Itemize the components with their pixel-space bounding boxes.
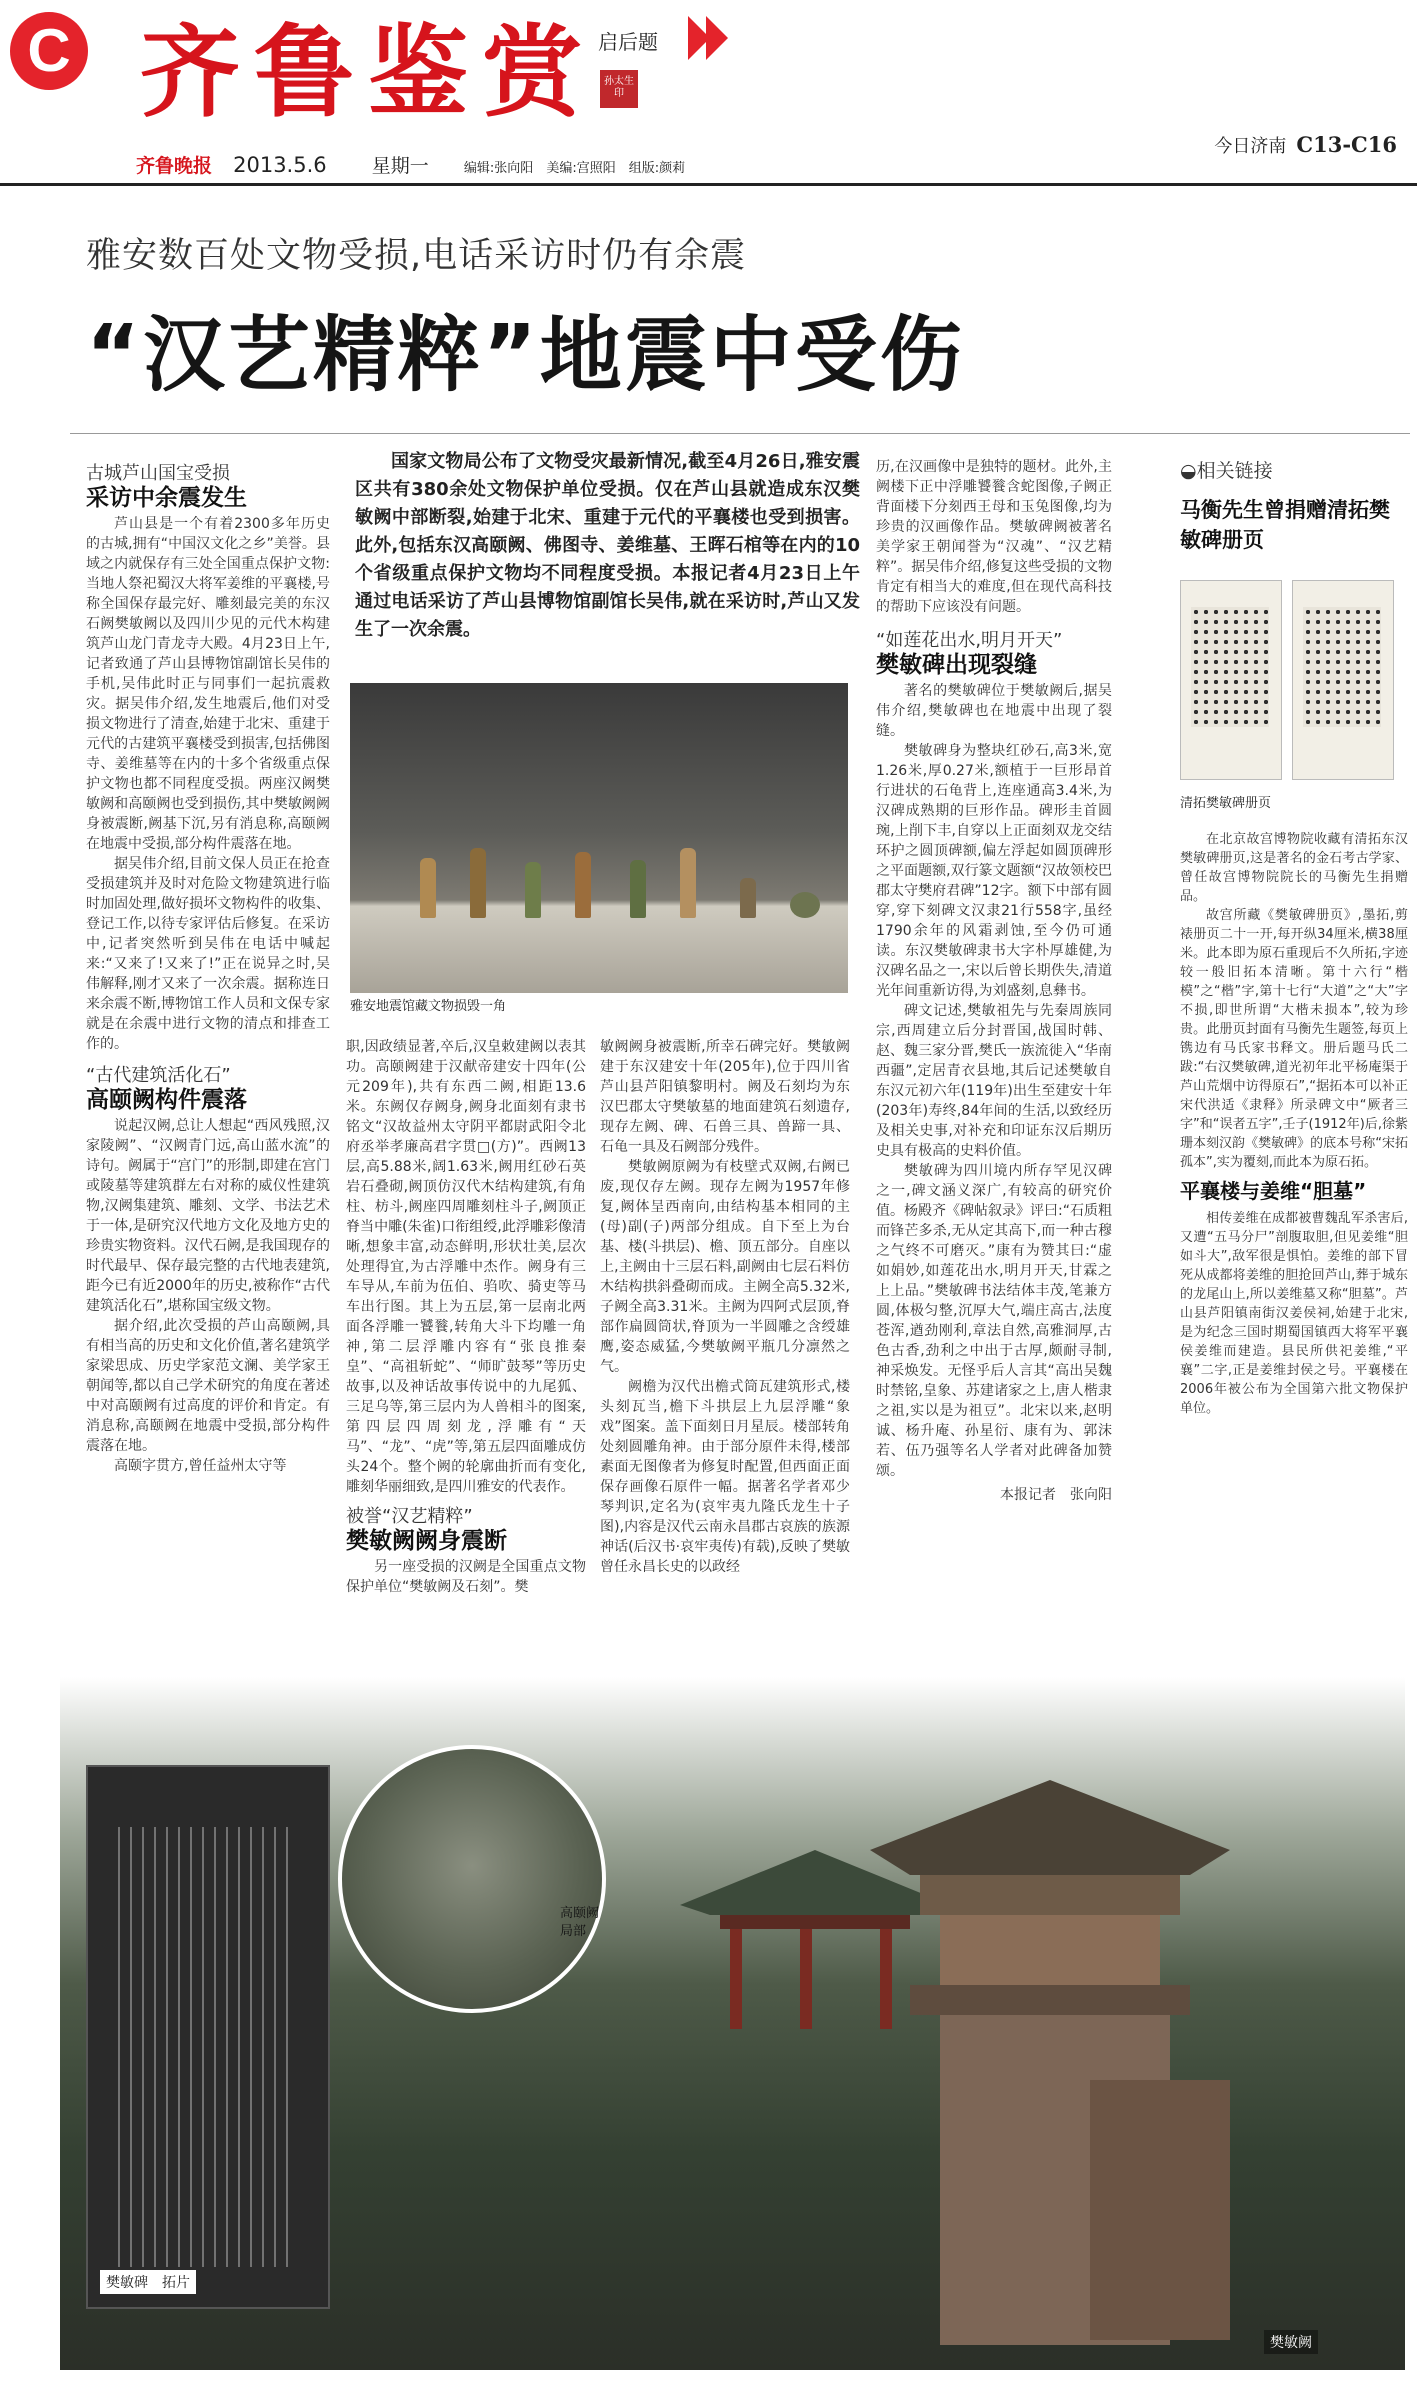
paragraph: 在北京故宫博物院收藏有清拓东汉樊敏碑册页,这是著名的金石考古学家、曾任故宫博物院院长的马衡先生捐赠品。 xyxy=(1180,832,1408,904)
relic-figure xyxy=(575,852,591,918)
related-links-box xyxy=(1180,456,1400,555)
rubbing-album-caption: 清拓樊敏碑册页 xyxy=(1180,796,1272,811)
fanmin-stele-rubbing xyxy=(86,1765,330,2309)
paragraph: 历,在汉画像中是独特的题材。此外,主阙楼下正中浮雕饕餮含蛇图像,子阙正背面楼下分刻西王母和玉兔图像,均为珍贵的汉画像作品。樊敏碑阙被著名美学家王朝闻誉为“汉魂”、“汉艺精粹”。据吴伟介绍,修复这些受损的文物肯定有相当大的难度,但在现代高科技的帮助下应该没有问题。 xyxy=(876,459,1112,615)
gaoyi-detail-caption: 高颐阙局部 xyxy=(560,1906,600,1939)
page-range: C13-C16 xyxy=(1296,132,1397,157)
rubbing-page xyxy=(1292,580,1394,780)
header-rule xyxy=(0,183,1417,186)
paragraph: 樊敏阙原阙为有枝壁式双阙,右阙已废,现仅存左阙。现存左阙为1957年修复,阙体呈西南向,由结构基本相同的主(母)副(子)两部分组成。自下至上为台基、楼(斗拱层)、檐、顶五部分。自座以上,主阙由十三层石料,副阙由七层石料仿木结构拱斜叠砌而成。主阙全高5.32米,子阙全高3.31米。主阙为四阿式层顶,脊部作扁圆筒状,脊顶为一半圆雕之含绶雄鹰,姿态威猛,今樊敏阙平瓶几分凛然之气。 xyxy=(600,1159,850,1375)
relic-figure xyxy=(470,848,486,918)
fanmin-que-caption: 樊敏阙 xyxy=(1264,2330,1318,2354)
paragraph: 著名的樊敏碑位于樊敏阙后,据吴伟介绍,樊敏碑也在地震中出现了裂缝。 xyxy=(876,683,1112,739)
article-kicker: 雅安数百处文物受损,电话采访时仍有余震 xyxy=(86,236,747,276)
gaoyi-que-detail-photo xyxy=(338,1745,606,2013)
paragraph: 据介绍,此次受损的芦山高颐阙,具有相当高的历史和文化价值,著名建筑学家梁思成、历史学家范文澜、美学家王朝闻等,都以自己学术研究的角度在著述中对高颐阙有过高度的评价和肯定。有消息称,高颐阙在地震中受损,部分构件震落在地。 xyxy=(86,1318,330,1454)
section-label: 被誉“汉艺精粹” xyxy=(346,1506,473,1527)
related-label: ◒相关链接 xyxy=(1180,460,1273,482)
paragraph: 高颐字贯方,曾任益州太守等 xyxy=(114,1458,287,1474)
link-icon: ◒ xyxy=(1180,460,1197,482)
byline: 本报记者 张向阳 xyxy=(1000,1487,1112,1503)
article-lead xyxy=(355,448,860,644)
column-4 xyxy=(876,457,1112,1505)
section-label: 古城芦山国宝受损 xyxy=(86,463,230,484)
editor-credit: 编辑:张向阳 xyxy=(463,161,534,176)
paragraph: 碑文记述,樊敏祖先与先秦周族同宗,西周建立后分封晋国,战国时韩、赵、魏三家分晋,樊氏一族流徙入“华南西疆”,定居青衣县地,其后记述樊敏自东汉元初六年(119年)出生至建安十年(203年)寿终,84年间的生活,以致经历及相关史事,对补充和印证东汉后期历史具有极高的史料价值。 xyxy=(876,1003,1112,1159)
paragraph: 职,因政绩显著,卒后,汉皇敕建阙以表其功。高颐阙建于汉献帝建安十四年(公元209年),共有东西二阙,相距13.6米。东阙仅存阙身,阙身北面刻有隶书铭文“汉故益州太守阴平都尉武阳令北府丞举孝廉高君字贯□(方)”。西阙13层,高5.88米,阔1.63米,阙用红砂石英岩石叠砌,阙顶仿汉代木结构建筑,有角柱、枋斗,阙座四周雕刻柱斗子,阙顶正脊当中雕(朱雀)口衔组绶,此浮雕彩像清晰,想象丰富,动态鲜明,形状壮美,层次处理得宜,为古浮雕中杰作。阙身有三车导从,车前为伍伯、驺吹、骑吏等马车出行图。其上为五层,第一层南北两面各浮雕一饕餮,转角大斗下均雕一角神,第二层浮雕内容有“张良推秦皇”、“高祖斩蛇”、“师旷鼓琴”等历史故事,以及神话故事传说中的九尾狐、三足乌等,第三层内为人兽相斗的图案,第四层四周刻龙,浮雕有“天马”、“龙”、“虎”等,第五层四面雕成仿头24个。整个阙的轮廓曲折而有变化,雕刻华丽细致,是四川雅安的代表作。 xyxy=(346,1039,586,1495)
section-title: 樊敏阙阙身震断 xyxy=(346,1528,507,1554)
section-title: 樊敏碑出现裂缝 xyxy=(876,652,1037,678)
art-editor-credit: 美编:宫照阳 xyxy=(546,161,616,176)
section-label: “古代建筑活化石” xyxy=(86,1065,231,1086)
paragraph: 樊敏碑身为整块红砂石,高3米,宽1.26米,厚0.27米,额植于一巨形昂首行进状的石龟背上,连座通高3.4米,为汉碑成熟期的巨形作品。碑形圭首圆琬,上削下丰,自穿以上正面刻双龙交结环护之圆顶碑额,偏左浮起如圆顶碑形之平面题额,双行篆文题额“汉故领校巴郡太守樊府君碑”12字。额下中部有圆穿,穿下刻碑文汉隶21行558字,虽经1790余年的风霜剥蚀,至今仍可通读。东汉樊敏碑隶书大字朴厚雄健,为汉碑名品之一,宋以后曾长期佚失,清道光年间重新访得,为刘盛刻,息彝书。 xyxy=(876,743,1112,999)
calligrapher-signature: 启后题 xyxy=(598,30,658,54)
paragraph: 芦山县是一个有着2300多年历史的古城,拥有“中国汉文化之乡”美誉。县域之内就保存有三处全国重点保护文物:当地人祭祀蜀汉大将军姜维的平襄楼,号称全国保存最完好、雕刻最完美的东汉石阙樊敏阙以及四川少见的元代木构建筑芦山龙门青龙寺大殿。4月23日上午,记者致通了芦山县博物馆副馆长吴伟的手机,吴伟此时正与同事们一起抗震救灾。据吴伟介绍,发生地震后,他们对受损文物进行了清查,始建于北宋、重建于元代的古建筑平襄楼受到损害,包括佛图寺、姜维墓等在内的十多个省级重点保护文物也都不同程度受损。两座汉阙樊敏阙和高颐阙也受到损伤,其中樊敏阙阙身被震断,阙基下沉,另有消息称,高颐阙在地震中受损,部分构件震落在地。 xyxy=(86,516,330,852)
paragraph: 说起汉阙,总让人想起“西风残照,汉家陵阙”、“汉阙青门远,高山蓝水流”的诗句。阙属于“宫门”的形制,即建在宫门或陵墓等建筑群左右对称的威仪性建筑物,汉阙集建筑、雕刻、文学、书法艺术于一体,是研究汉代地方文化及地方史的珍贵实物资料。汉代石阙,是我国现存的时代最早、保存最完整的古代地表建筑,距今已有近2000年的历史,被称作“古代建筑活化石”,堪称国宝级文物。 xyxy=(86,1118,330,1314)
column-1 xyxy=(86,462,330,1476)
paragraph: 据吴伟介绍,目前文保人员正在抢查受损建筑并及时对危险文物建筑进行临时加固处理,做好损坏文物构件的收集、登记工作,以待专家评估后修复。在采访中,记者突然听到吴伟在电话中喊起来:“又来了!又来了!”正在说异之时,吴伟解释,刚才又来了一次余震。据称连日来余震不断,博物馆工作人员和文保专家就是在余震中进行文物的清点和排查工作的。 xyxy=(86,856,330,1052)
rubbing-album-photo xyxy=(1180,580,1400,780)
fanmin-que-tower xyxy=(850,1780,1250,2360)
section-pages xyxy=(1214,132,1397,158)
relic-figure xyxy=(630,860,646,918)
relic-figure xyxy=(790,892,820,918)
issue-weekday: 星期一 xyxy=(371,155,429,177)
column-3 xyxy=(600,1037,850,1577)
newspaper-name: 齐鲁晚报 xyxy=(136,155,213,177)
headline-rule xyxy=(70,433,1410,434)
seal-stamp: 孙太生印 xyxy=(600,70,638,108)
issue-info-bar xyxy=(136,150,1398,180)
article-headline: “汉艺精粹”地震中受伤 xyxy=(86,308,965,403)
relic-figure xyxy=(740,878,756,918)
paragraph: 樊敏碑为四川境内所存罕见汉碑之一,碑文涵义深广,有较高的研究价值。杨殿齐《碑帖叙录》评曰:“石质粗而锋芒多杀,无从定其高下,而一种古穆之气终不可磨灭。”康有为赞其曰:“虚如娟妙,如莲花出水,明月开天,甘霖之上上品。”樊敏碑书法结体丰茂,笔兼方圆,体极匀整,沉厚大气,端庄高古,法度苍浑,遒劲刚利,章法自然,高雅洞厚,古色古香,劲利之中出于古厚,颇耐寻制,神采焕发。无怪乎后人言其“高出吴魏时禁铭,皇象、苏建诸家之上,唐人楷隶之祖,实以是为祖豆”。北宋以来,赵明诚、杨升庵、孙星衍、康有为、郭沫若、伍乃强等名人学者对此碑备加赞颂。 xyxy=(876,1163,1112,1479)
stele-rubbing-caption: 樊敏碑 拓片 xyxy=(100,2270,196,2294)
section-title: 高颐阙构件震落 xyxy=(86,1087,247,1113)
paragraph: 相传姜维在成都被曹魏乱军杀害后,又遭“五马分尸”剖腹取胆,但见姜维“胆如斗大”,敌军很是惧怕。姜维的部下冒死从成都将姜维的胆抢回芦山,葬于城东的龙尾山上,所以姜维墓又称“胆墓”。芦山县芦阳镇南街汉姜侯祠,始建于北宋,是为纪念三国时期蜀国镇西大将军平襄侯姜维而建造。县民所供祀姜维,“平襄”二字,正是姜维封侯之号。平襄楼在2006年被公布为全国第六批文物保护单位。 xyxy=(1180,1211,1408,1416)
relic-figure xyxy=(420,858,436,918)
layout-credit: 组版:颜莉 xyxy=(628,161,686,176)
column-5 xyxy=(1180,830,1408,1418)
relic-figure xyxy=(525,862,541,918)
paragraph: 故宫所藏《樊敏碑册页》,墨拓,剪裱册页二十一开,每开纵34厘米,横38厘米。此本即为原石重现后不久所拓,字迹较一般旧拓本清晰。第十六行“楷模”之“楷”字,第十七行“大道”之“大”字不损,即世所谓“大楷未损本”,较为珍贵。此册页封面有马衡先生题签,每页上镌边有马氏家书释文。册后题马氏二跋:“右汉樊敏碑,道光初年北平杨庵渠于芦山荒烟中访得原石”,“据拓本可以补正宋代洪适《隶释》所录碑文中“厥者三字”和“误者五字”,壬子(1912年)后,徐紫珊本刻汉韵《樊敏碑》的底本号称“宋拓孤本”,实为覆刻,而此本为原石拓。 xyxy=(1180,908,1408,1170)
column-2 xyxy=(346,1037,586,1597)
paragraph: 敏阙阙身被震断,所幸石碑完好。樊敏阙建于东汉建安十年(205年),位于四川省芦山县芦阳镇黎明村。阙及石刻均为东汉巴郡太守樊敏墓的地面建筑石刻遗存,现存左阙、碑、石兽三具、兽蹄一具、石龟一具及石阙部分残件。 xyxy=(600,1039,850,1155)
section-title: 采访中余震发生 xyxy=(86,485,247,511)
paragraph: 阙檐为汉代出檐式筒瓦建筑形式,楼头刻瓦当,檐下斗拱层上九层浮雕“象戏”图案。盖下面刻日月星辰。楼部转角处刻圆雕角神。由于部分原件未得,楼部素面无图像者为修复时配置,但西面正面保存画像石原件一幅。据著名学者邓少琴判识,定名为(哀牢夷九隆氏龙生十子图),内容是汉代云南永昌郡古哀族的族源神话(后汉书·哀牢夷传)有载),反映了樊敏曾任永昌长史的以政经 xyxy=(600,1379,850,1575)
lead-paragraph: 国家文物局公布了文物受灾最新情况,截至4月26日,雅安震区共有380余处文物保护单位受损。仅在芦山县就造成东汉樊敏阙中部断裂,始建于北宋、重建于元代的平襄楼也受到损害。此外,包括东汉高颐阙、佛图寺、姜维墓、王晖石棺等在内的10个省级重点保护文物均不同程度受损。本报记者4月23日上午通过电话采访了芦山县博物馆副馆长吴伟,就在采访时,芦山又发生了一次余震。 xyxy=(355,451,860,640)
masthead-title: 齐鲁鉴赏 xyxy=(140,13,596,131)
issue-date: 2013.5.6 xyxy=(233,153,327,177)
section-label: 今日济南 xyxy=(1214,136,1287,157)
rubbing-page xyxy=(1180,580,1282,780)
relics-caption: 雅安地震馆藏文物损毁一角 xyxy=(350,999,507,1014)
section-label: “如莲花出水,明月开天” xyxy=(876,630,1063,651)
related-title: 马衡先生曾捐赠清拓樊敏碑册页 xyxy=(1180,498,1390,552)
museum-relics-photo xyxy=(350,683,848,993)
section-badge: C xyxy=(10,12,88,90)
paragraph: 另一座受损的汉阙是全国重点文物保护单位“樊敏阙及石刻”。樊 xyxy=(346,1559,586,1595)
section-title: 平襄楼与姜维“胆墓” xyxy=(1180,1179,1367,1203)
relic-figure xyxy=(680,848,696,918)
chevron-right-icon xyxy=(706,16,728,60)
